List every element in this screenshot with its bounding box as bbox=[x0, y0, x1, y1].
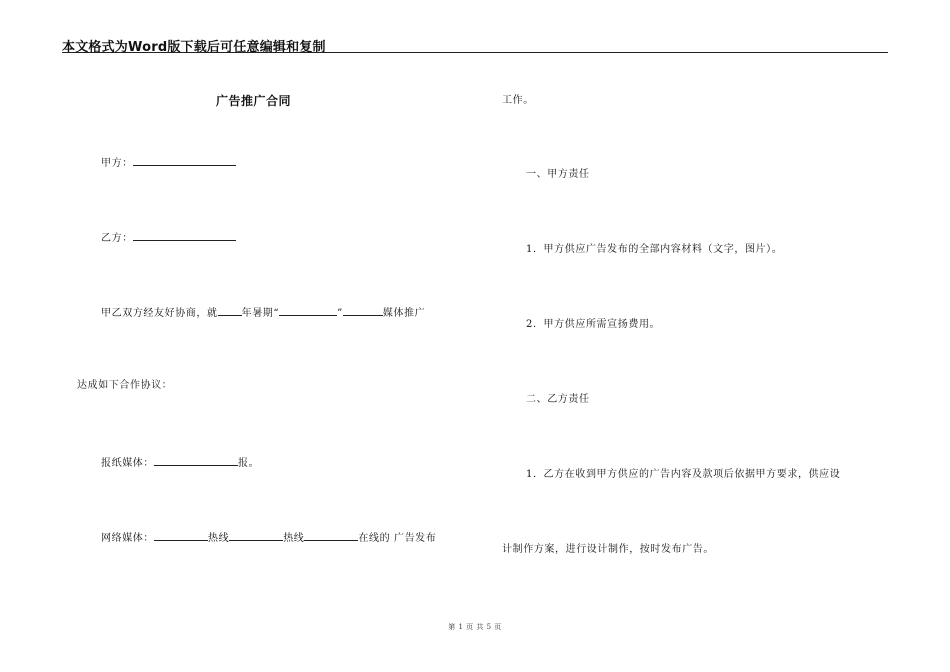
party-b-blank bbox=[133, 229, 236, 241]
network-line bbox=[101, 529, 436, 546]
network-blank-1 bbox=[154, 529, 208, 541]
party-a-label: 甲方： bbox=[101, 158, 133, 169]
agreement-text-1: 甲乙双方经友好协商，就 bbox=[101, 308, 218, 319]
agreement-line-2: 达成如下合作协议： bbox=[77, 380, 173, 391]
section-1-item-2: 2．甲方供应所需宣扬费用。 bbox=[526, 319, 661, 330]
media-blank bbox=[343, 304, 383, 316]
section-2-item-1-line-1: 1．乙方在收到甲方供应的广告内容及款项后依据甲方要求，供应设 bbox=[526, 469, 841, 480]
network-suffix: 在线的 广告发布 bbox=[358, 533, 437, 544]
agreement-text-3: ” bbox=[337, 308, 343, 319]
document-title: 广告推广合同 bbox=[216, 94, 292, 108]
network-blank-2 bbox=[229, 529, 283, 541]
network-hotline-2: 热线 bbox=[283, 533, 305, 544]
section-2-item-1-line-2: 计制作方案，进行设计制作，按时发布广告。 bbox=[502, 544, 714, 555]
newspaper-blank bbox=[154, 454, 238, 466]
agreement-text-2: 年暑期“ bbox=[241, 308, 280, 319]
page-number-footer: 第 1 页 共 5 页 bbox=[448, 623, 502, 631]
party-b-label: 乙方： bbox=[101, 233, 133, 244]
network-hotline-1: 热线 bbox=[208, 533, 230, 544]
section-1-heading: 一、甲方责任 bbox=[526, 169, 590, 180]
year-blank bbox=[218, 304, 242, 316]
page-right-column bbox=[475, 0, 950, 620]
section-2-heading: 二、乙方责任 bbox=[526, 394, 590, 405]
newspaper-suffix: 报。 bbox=[238, 458, 260, 469]
newspaper-line bbox=[101, 454, 259, 471]
document-header-title: 本文格式为Word版下载后可任意编辑和复制 bbox=[62, 40, 326, 55]
party-a-line bbox=[101, 154, 236, 171]
page-left-column bbox=[0, 0, 475, 620]
newspaper-label: 报纸媒体： bbox=[101, 458, 154, 469]
agreement-text-4: 媒体推广 bbox=[382, 308, 426, 319]
continuation-text: 工作。 bbox=[502, 95, 534, 106]
section-1-item-1: 1．甲方供应广告发布的全部内容材料（文字，图片）。 bbox=[526, 244, 783, 255]
network-label: 网络媒体： bbox=[101, 533, 154, 544]
party-a-blank bbox=[133, 154, 236, 166]
party-b-line bbox=[101, 229, 236, 246]
campaign-blank bbox=[279, 304, 337, 316]
agreement-line-1 bbox=[101, 304, 425, 321]
network-blank-3 bbox=[304, 529, 358, 541]
